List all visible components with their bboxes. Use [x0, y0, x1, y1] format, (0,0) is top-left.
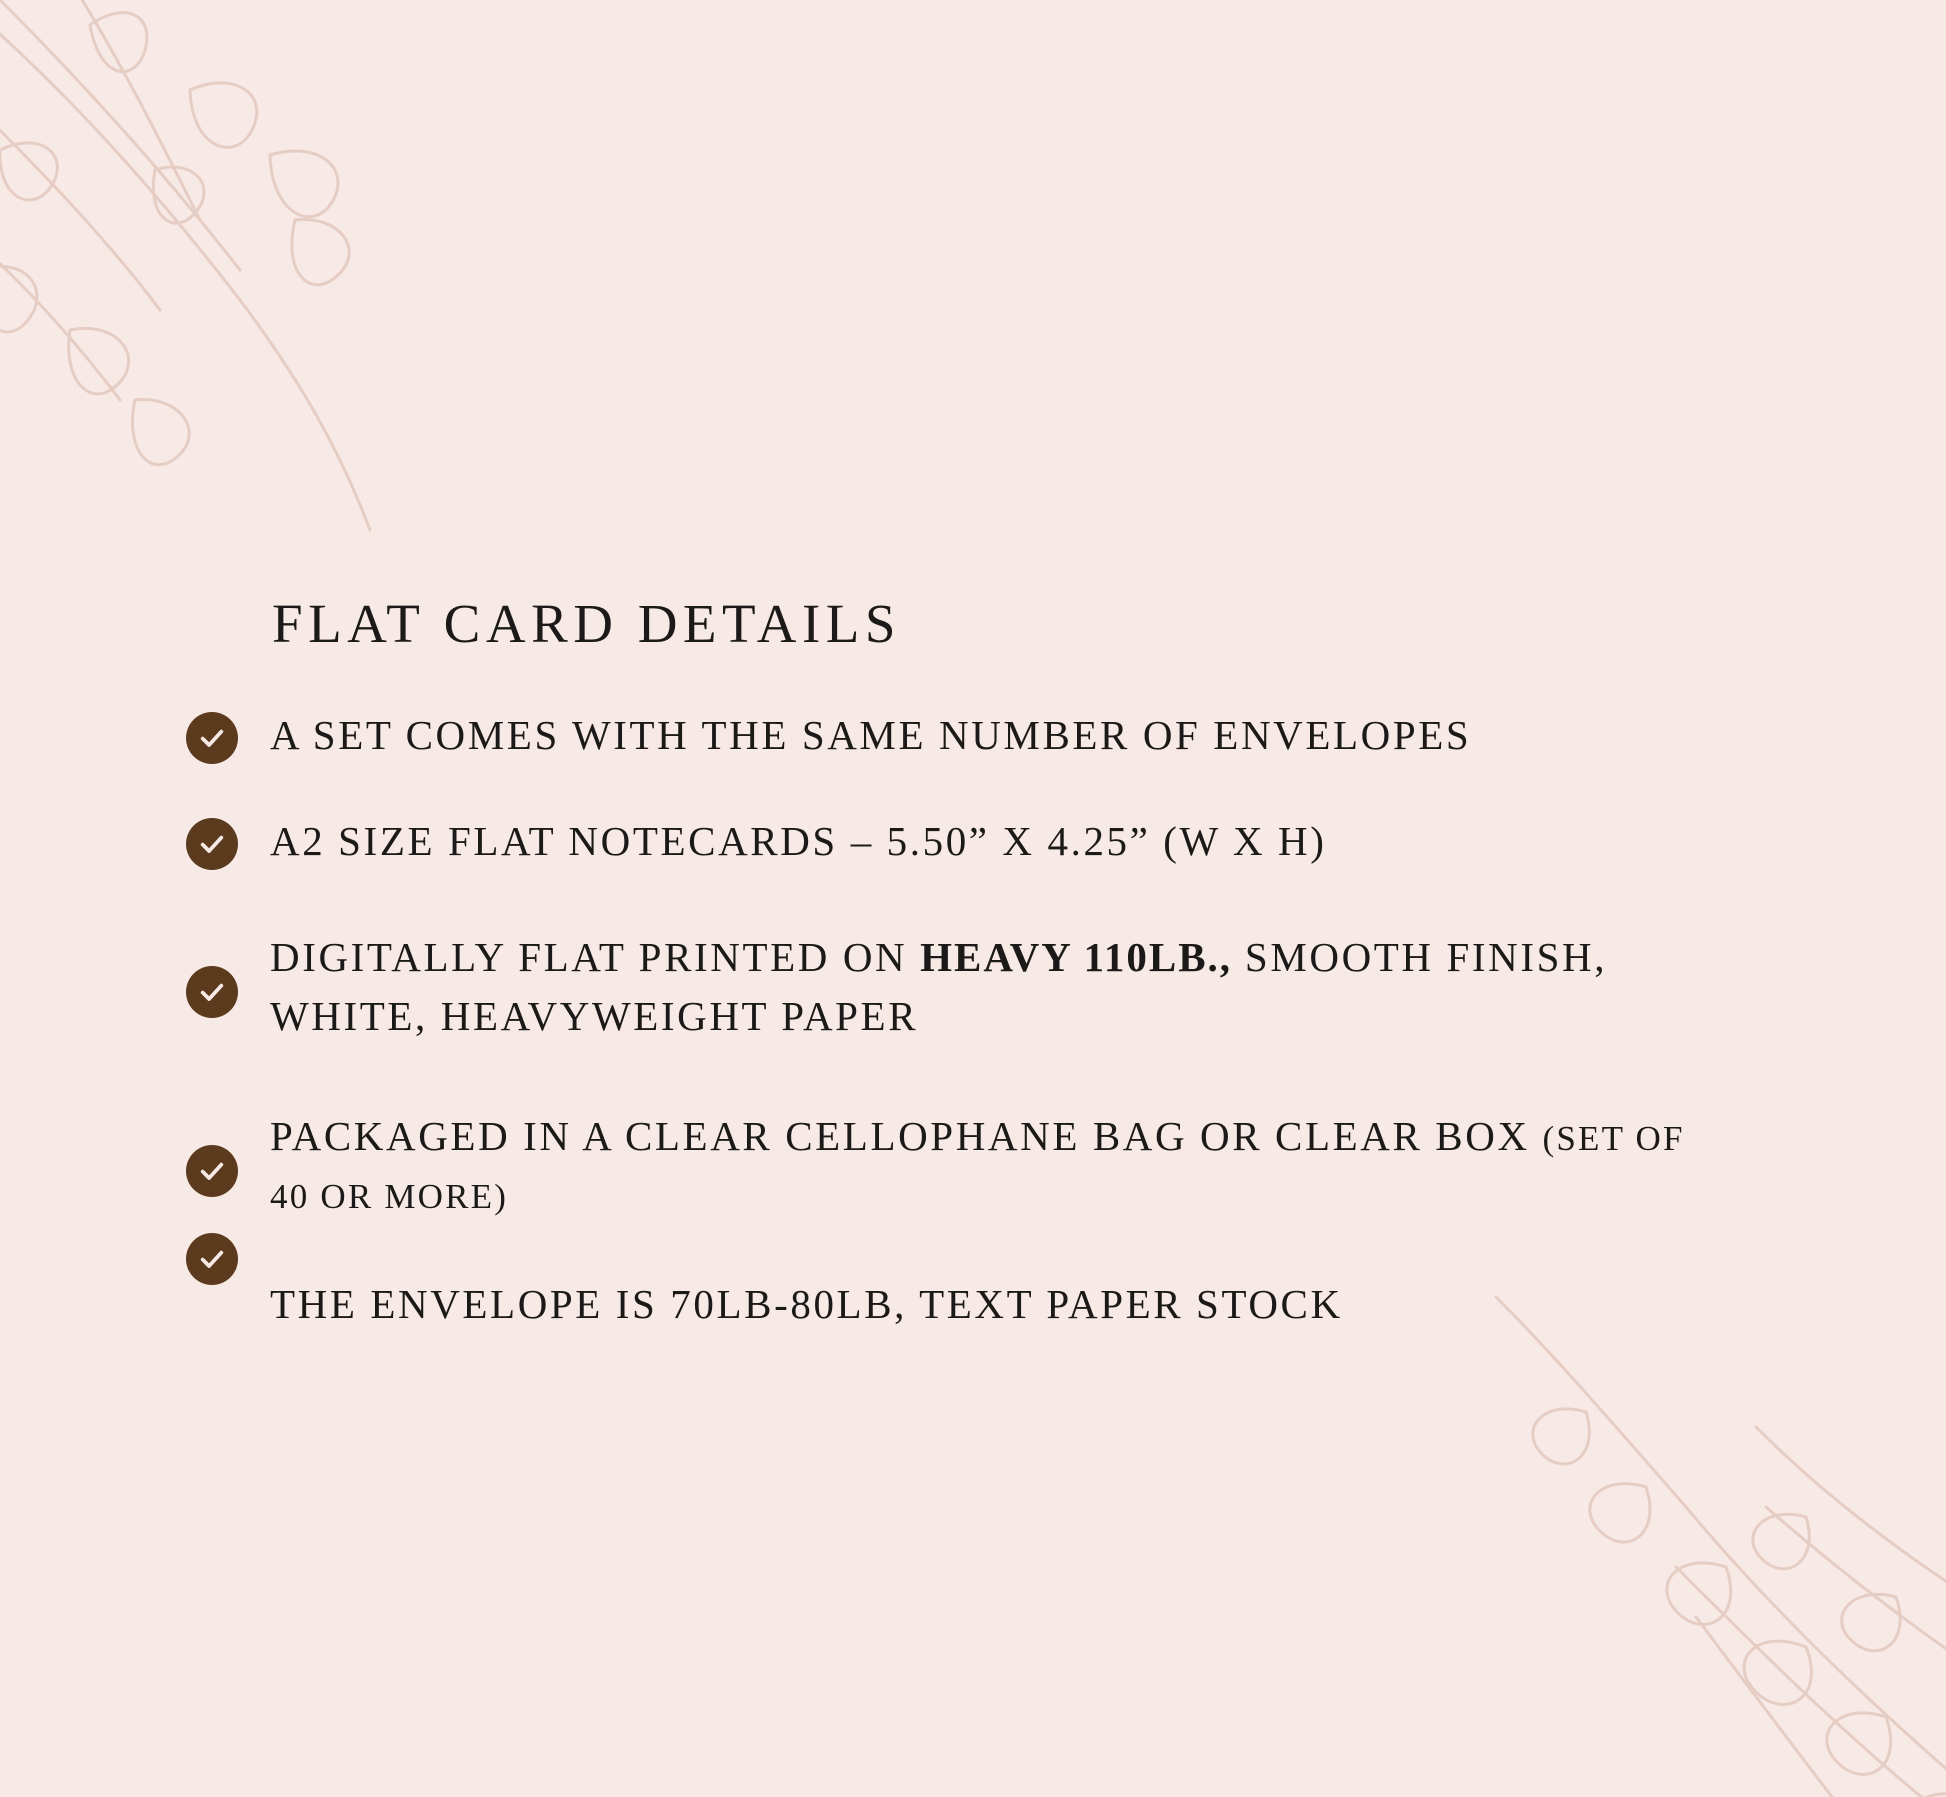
list-item-label	[270, 1107, 1690, 1223]
details-list	[186, 706, 1746, 1378]
list-item-label-bold: HEAVY 110LB.,	[920, 934, 1233, 981]
list-item-label: A2 SIZE FLAT NOTECARDS – 5.50” X 4.25” (W X H)	[270, 818, 1327, 865]
check-circle-icon	[186, 1145, 238, 1197]
list-item-label-after: SMOOTH FINISH, WHITE, HEAVYWEIGHT PAPER	[270, 934, 1608, 1039]
check-circle-icon	[186, 712, 238, 764]
page-title: FLAT CARD DETAILS	[272, 593, 901, 654]
check-circle-icon	[186, 818, 238, 870]
check-circle-icon	[186, 1233, 238, 1285]
check-circle-icon	[186, 966, 238, 1018]
list-item-label-main: PACKAGED IN A CLEAR CELLOPHANE BAG OR CLEAR BOX	[270, 1112, 1543, 1159]
list-item-label-before: DIGITALLY FLAT PRINTED ON	[270, 934, 921, 981]
list-item-label: THE ENVELOPE IS 70LB-80LB, TEXT PAPER STOCK	[270, 1281, 1343, 1328]
botanical-line-art-top-left	[0, 0, 560, 570]
list-item-label	[270, 928, 1690, 1044]
list-item-label: A SET COMES WITH THE SAME NUMBER OF ENVELOPES	[270, 712, 1472, 758]
list-item	[186, 928, 1746, 1044]
list-item	[186, 812, 1746, 870]
list-item	[186, 1233, 1746, 1333]
list-item	[186, 1107, 1746, 1223]
list-item-label-note: (SET OF 40 OR MORE)	[270, 1118, 1685, 1217]
list-item	[186, 706, 1746, 764]
